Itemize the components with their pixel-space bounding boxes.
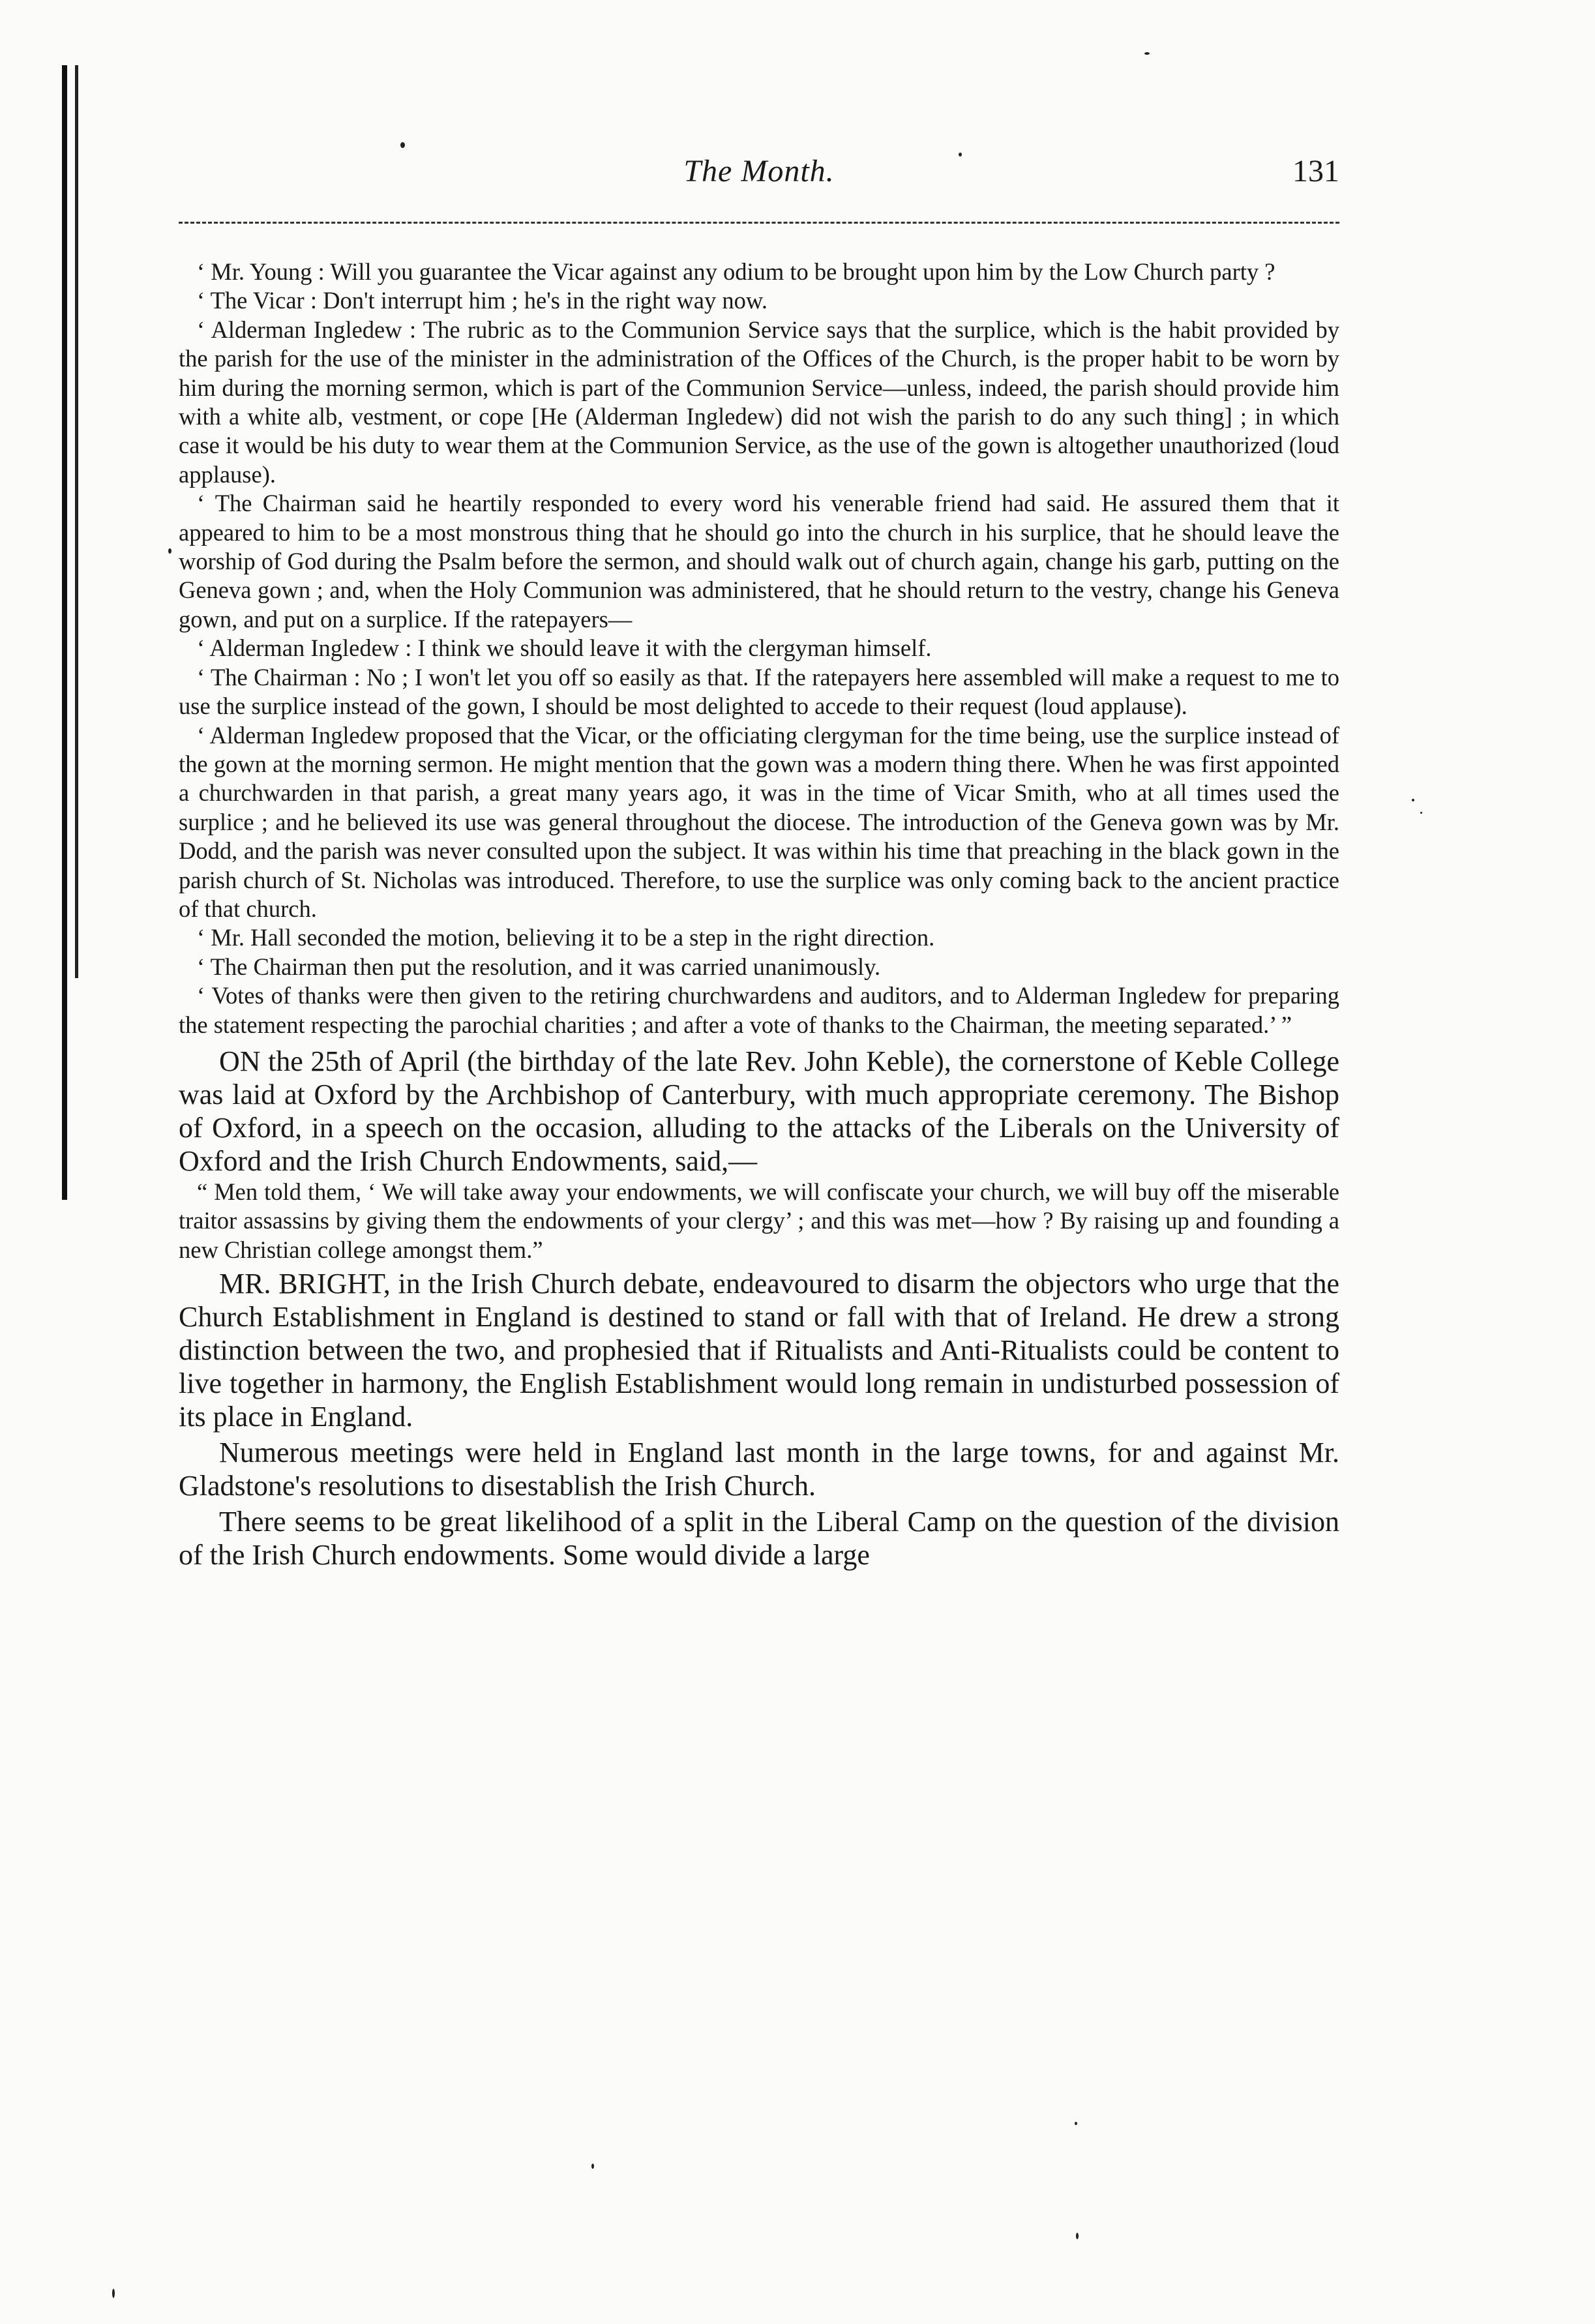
- scan-speck: [112, 2289, 115, 2298]
- scan-speck: [1144, 52, 1150, 55]
- scan-speck: [1075, 2122, 1077, 2125]
- paragraph: ‘ The Chairman then put the resolution, and it was carried unanimously.: [197, 953, 881, 980]
- scan-speck: [1076, 2233, 1079, 2239]
- scan-speck: [168, 548, 171, 554]
- header-rule: [179, 222, 1339, 224]
- text-column: [179, 258, 1339, 1572]
- scan-speck: [1412, 799, 1414, 801]
- scan-speck: [1420, 812, 1422, 814]
- paragraph-meetings: Numerous meetings were held in England last month in the large towns, for and against Mr. Gladstone's resolutions to disestablish the Irish Church.: [179, 1437, 1339, 1502]
- paragraph-liberal-split: There seems to be great likelihood of a split in the Liberal Camp on the question of the division of the Irish Church endowments. Some would divide a large: [179, 1506, 1339, 1572]
- page-number: 131: [1292, 154, 1339, 188]
- paragraph-mr-bright: MR. BRIGHT, in the Irish Church debate, endeavoured to disarm the objectors who urge that the Church Establishment in England is destined to stand or fall with that of Ireland. He drew a strong distinction between the two, and prophesied that if Ritualists and Anti-Ritualists could be content to live together in harmony, the English Establishment would long remain in undisturbed possession of its place in England.: [179, 1268, 1339, 1433]
- page-title: The Month.: [683, 154, 835, 188]
- binding-edge-shadow-inner: [75, 65, 78, 978]
- paragraph: ‘ Alderman Ingledew : The rubric as to the Communion Service says that the surplice, which is the habit provided by the parish for the use of the minister in the administration of the Offices of the Church, is the proper habit to be worn by him during the morning sermon, which is part of the Communion Service—unless, indeed, the parish should provide him with a white alb, vestment, or cope [He (Alderman Ingledew) did not wish the parish to do any such thing] ; in which case it would be his duty to wear them at the Communion Service, as the use of the gown is altogether unauthorized (loud applause).: [179, 316, 1339, 488]
- paragraph: ‘ Alderman Ingledew : I think we should leave it with the clergyman himself.: [197, 634, 932, 662]
- paragraph: ‘ Mr. Hall seconded the motion, believing it to be a step in the right direction.: [197, 924, 935, 951]
- paragraph: ‘ The Chairman : No ; I won't let you off so easily as that. If the ratepayers here assembled will make a request to me to use the surplice instead of the gown, I should be most delighted to accede to their request (loud applause).: [179, 663, 1339, 720]
- paragraph: ‘ Mr. Young : Will you guarantee the Vicar against any odium to be brought upon him by the Low Church party ?: [197, 258, 1275, 285]
- scan-speck: [591, 2164, 594, 2169]
- quoted-meeting-report: [179, 258, 1339, 1039]
- binding-edge-shadow: [62, 65, 67, 1200]
- bishop-quote: “ Men told them, ‘ We will take away your endowments, we will confiscate your church, we will buy off the miserable traitor assassins by giving them the endowments of your clergy’ ; and this was met—how ? By raising up and founding a new Christian college amongst them.”: [179, 1178, 1339, 1263]
- paragraph: ‘ Alderman Ingledew proposed that the Vicar, or the officiating clergyman for the time being, use the surplice instead of the gown at the morning sermon. He might mention that the gown was a modern thing there. When he was first appointed a churchwarden in that parish, a great many years ago, it was in the time of Vicar Smith, who at all times used the surplice ; and he believed its use was general throughout the diocese. The introduction of the Geneva gown was by Mr. Dodd, and the parish was never consulted upon the subject. It was within his time that preaching in the black gown in the parish church of St. Nicholas was introduced. Therefore, to use the surplice was only coming back to the ancient practice of that church.: [179, 721, 1339, 922]
- paragraph: ‘ The Chairman said he heartily responded to every word his venerable friend had said. He assured them that it appeared to him to be a most monstrous thing that he should go into the church in his surplice, that he should leave the worship of God during the Psalm before the sermon, and should walk out of church again, change his garb, putting on the Geneva gown ; and, when the Holy Communion was administered, that he should return to the vestry, change his Geneva gown, and put on a surplice. If the ratepayers—: [179, 490, 1339, 633]
- body-text: [179, 1045, 1339, 1572]
- running-head: [179, 153, 1339, 199]
- paragraph: ‘ Votes of thanks were then given to the retiring churchwardens and auditors, and to Alderman Ingledew for preparing the statement respecting the parochial charities ; and after a vote of thanks to the Chairman, the meeting separated.’ ”: [179, 982, 1339, 1038]
- scan-speck: [400, 142, 405, 148]
- paragraph: ‘ The Vicar : Don't interrupt him ; he's in the right way now.: [197, 287, 768, 314]
- paragraph-keble-college: ON the 25th of April (the birthday of the late Rev. John Keble), the cornerstone of Keble College was laid at Oxford by the Archbishop of Canterbury, with much appropriate ceremony. The Bishop of Oxford, in a speech on the occasion, alluding to the attacks of the Liberals on the University of Oxford and the Irish Church Endowments, said,—: [179, 1045, 1339, 1177]
